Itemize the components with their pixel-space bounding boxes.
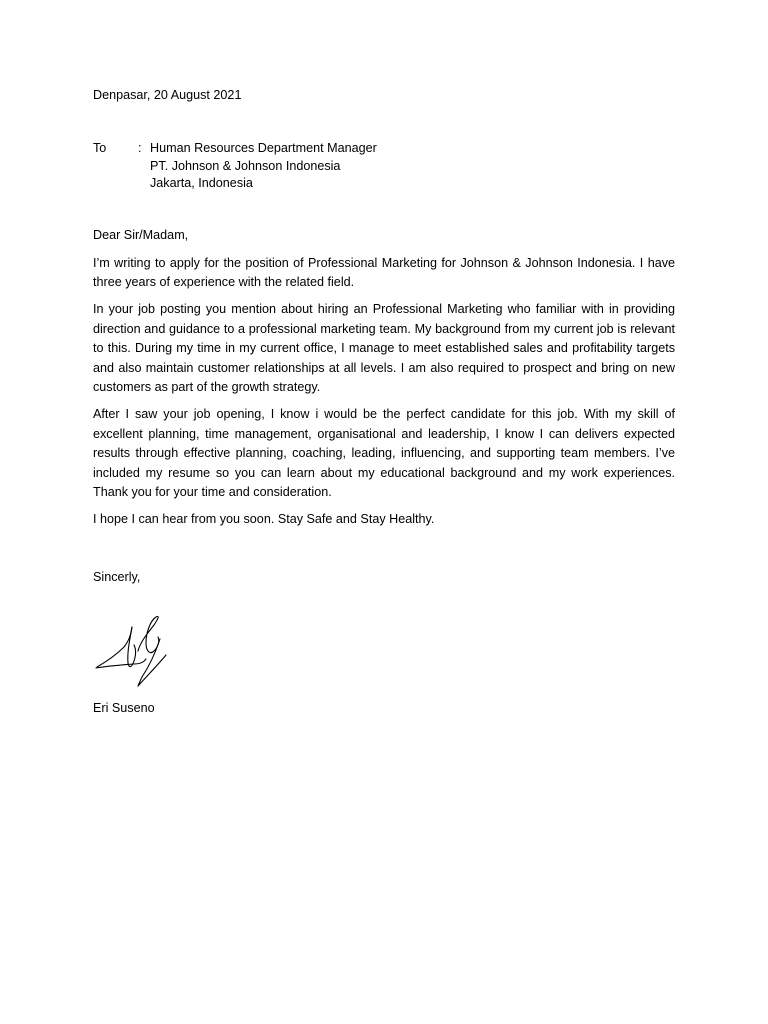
closing: Sincerly, [93,569,141,584]
to-label: To [93,141,107,155]
letter-date: Denpasar, 20 August 2021 [93,88,242,102]
body-paragraph: I’m writing to apply for the position of Professional Marketing for Johnson & Johnson Indonesia. I have three years of experience with the related field. [93,255,675,289]
salutation: Dear Sir/Madam, [93,227,189,242]
signature-icon [94,611,174,695]
recipient-block [93,140,675,193]
signer-name: Eri Suseno [93,700,155,715]
cover-letter [93,86,675,718]
body-paragraph: I hope I can hear from you soon. Stay Safe and Stay Healthy. [93,512,435,527]
recipient-title: Human Resources Department Manager [150,141,377,155]
body-paragraph: After I saw your job opening, I know i would be the perfect candidate for this job. With my skill of excellent planning, time management, organisational and leadership, I know I can delivers expected results through effective planning, coaching, leading, influencing, and supporting team members. I’ve included my resume so you can learn about my educational background and my work experiences. Thank you for your time and consideration. [93,407,675,499]
body-paragraph: In your job posting you mention about hiring an Professional Marketing who familiar with in providing direction and guidance to a professional marketing team. My background from my current job is relevant to this. During my time in my current office, I manage to meet established sales and profitability targets and also maintain customer relationships at all levels. I am also required to prospect and bring on new customers as part of the growth strategy. [93,302,675,394]
recipient-colon: : [138,141,142,155]
recipient-company: PT. Johnson & Johnson Indonesia [150,158,341,173]
recipient-location: Jakarta, Indonesia [150,176,253,190]
recipient-address [150,140,675,193]
